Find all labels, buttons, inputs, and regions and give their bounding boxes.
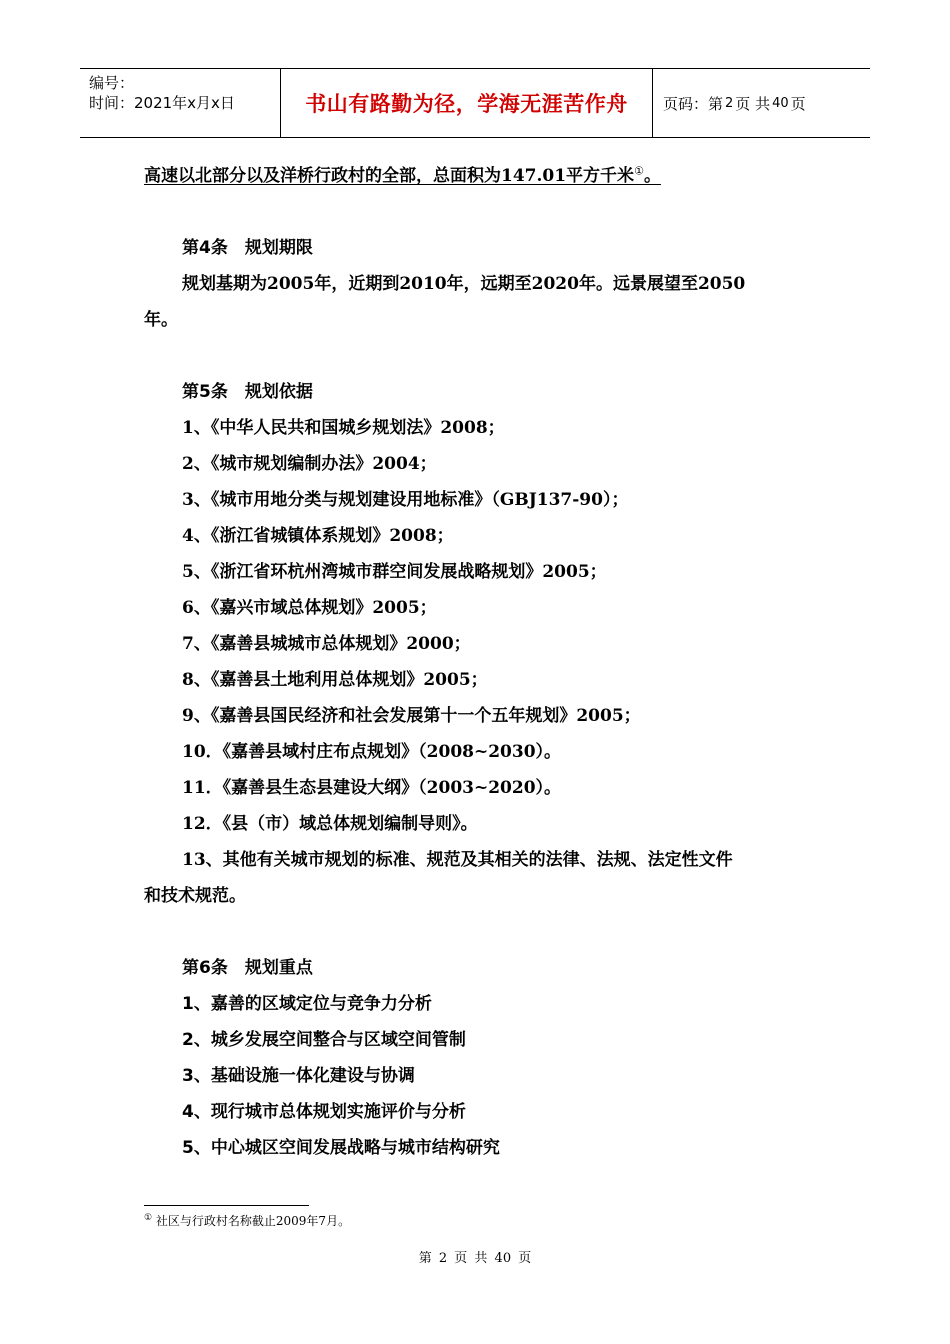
- list-item: 12．《县（市）域总体规划编制导则》。: [182, 814, 478, 834]
- list-item: 4、现行城市总体规划实施评价与分析: [182, 1102, 466, 1122]
- list-item: 8、《嘉善县土地利用总体规划》2005；: [182, 670, 488, 690]
- header-meta: [80, 69, 280, 137]
- list-item: 3、基础设施一体化建设与协调: [182, 1066, 415, 1086]
- footnote-reference[interactable]: ①: [634, 164, 644, 178]
- page-suffix: 页: [790, 94, 806, 113]
- footnote: [144, 1212, 350, 1229]
- document-number-label: 编号：: [89, 74, 135, 92]
- list-item: 1、《中华人民共和国城乡规划法》2008；: [182, 418, 505, 438]
- article6-title: 第6条 规划重点: [182, 958, 313, 978]
- list-item: 7、《嘉善县城城市总体规划》2000；: [182, 634, 471, 654]
- document-time-label: 时间：2021年x月x日: [89, 94, 235, 112]
- intro-line: [144, 158, 824, 194]
- footnote-mark: ①: [144, 1213, 153, 1223]
- page-mid: 页 共: [735, 94, 771, 113]
- article5-title: 第5条 规划依据: [182, 382, 313, 402]
- list-item: 9、《嘉善县国民经济和社会发展第十一个五年规划》2005；: [182, 706, 641, 726]
- header-motto: 书山有路勤为径，学海无涯苦作舟: [280, 69, 653, 137]
- page-current: 2: [725, 95, 734, 111]
- page-total: 40: [772, 95, 789, 111]
- list-item: 6、《嘉兴市域总体规划》2005；: [182, 598, 437, 618]
- list-item: 2、城乡发展空间整合与区域空间管制: [182, 1030, 466, 1050]
- list-item-13-line2: 和技术规范。: [144, 886, 246, 906]
- article4-title: 第4条 规划期限: [182, 238, 313, 258]
- list-item: 4、《浙江省城镇体系规划》2008；: [182, 526, 454, 546]
- page-prefix: 页码：第: [663, 94, 724, 113]
- list-item: 5、中心城区空间发展战略与城市结构研究: [182, 1138, 500, 1158]
- intro-end: 。: [643, 166, 661, 186]
- list-item: 1、嘉善的区域定位与竞争力分析: [182, 994, 432, 1014]
- document-body: [144, 158, 824, 1166]
- list-item: 3、《城市用地分类与规划建设用地标准》（GBJ137-90）；: [182, 490, 629, 510]
- list-item-13-line1: 13、其他有关城市规划的标准、规范及其相关的法律、法规、法定性文件: [182, 850, 733, 870]
- list-item: 11．《嘉善县生态县建设大纲》（2003~2020）。: [182, 778, 562, 798]
- article4-text-line1: 规划基期为2005年，近期到2010年，远期至2020年。远景展望至2050: [182, 274, 746, 294]
- article4-text-line2: 年。: [144, 310, 178, 330]
- footnote-text: 社区与行政村名称截止2009年7月。: [152, 1214, 351, 1228]
- footnote-divider: [144, 1205, 309, 1206]
- header-page-info: [653, 69, 870, 137]
- list-item: 5、《浙江省环杭州湾城市群空间发展战略规划》2005；: [182, 562, 607, 582]
- intro-text: 高速以北部分以及洋桥行政村的全部，总面积为147.01平方千米: [144, 166, 635, 186]
- list-item: 2、《城市规划编制办法》2004；: [182, 454, 437, 474]
- page-header: [80, 68, 870, 138]
- list-item: 10．《嘉善县域村庄布点规划》（2008~2030）。: [182, 742, 562, 762]
- page-footer-number: 第 2 页 共 40 页: [418, 1251, 532, 1266]
